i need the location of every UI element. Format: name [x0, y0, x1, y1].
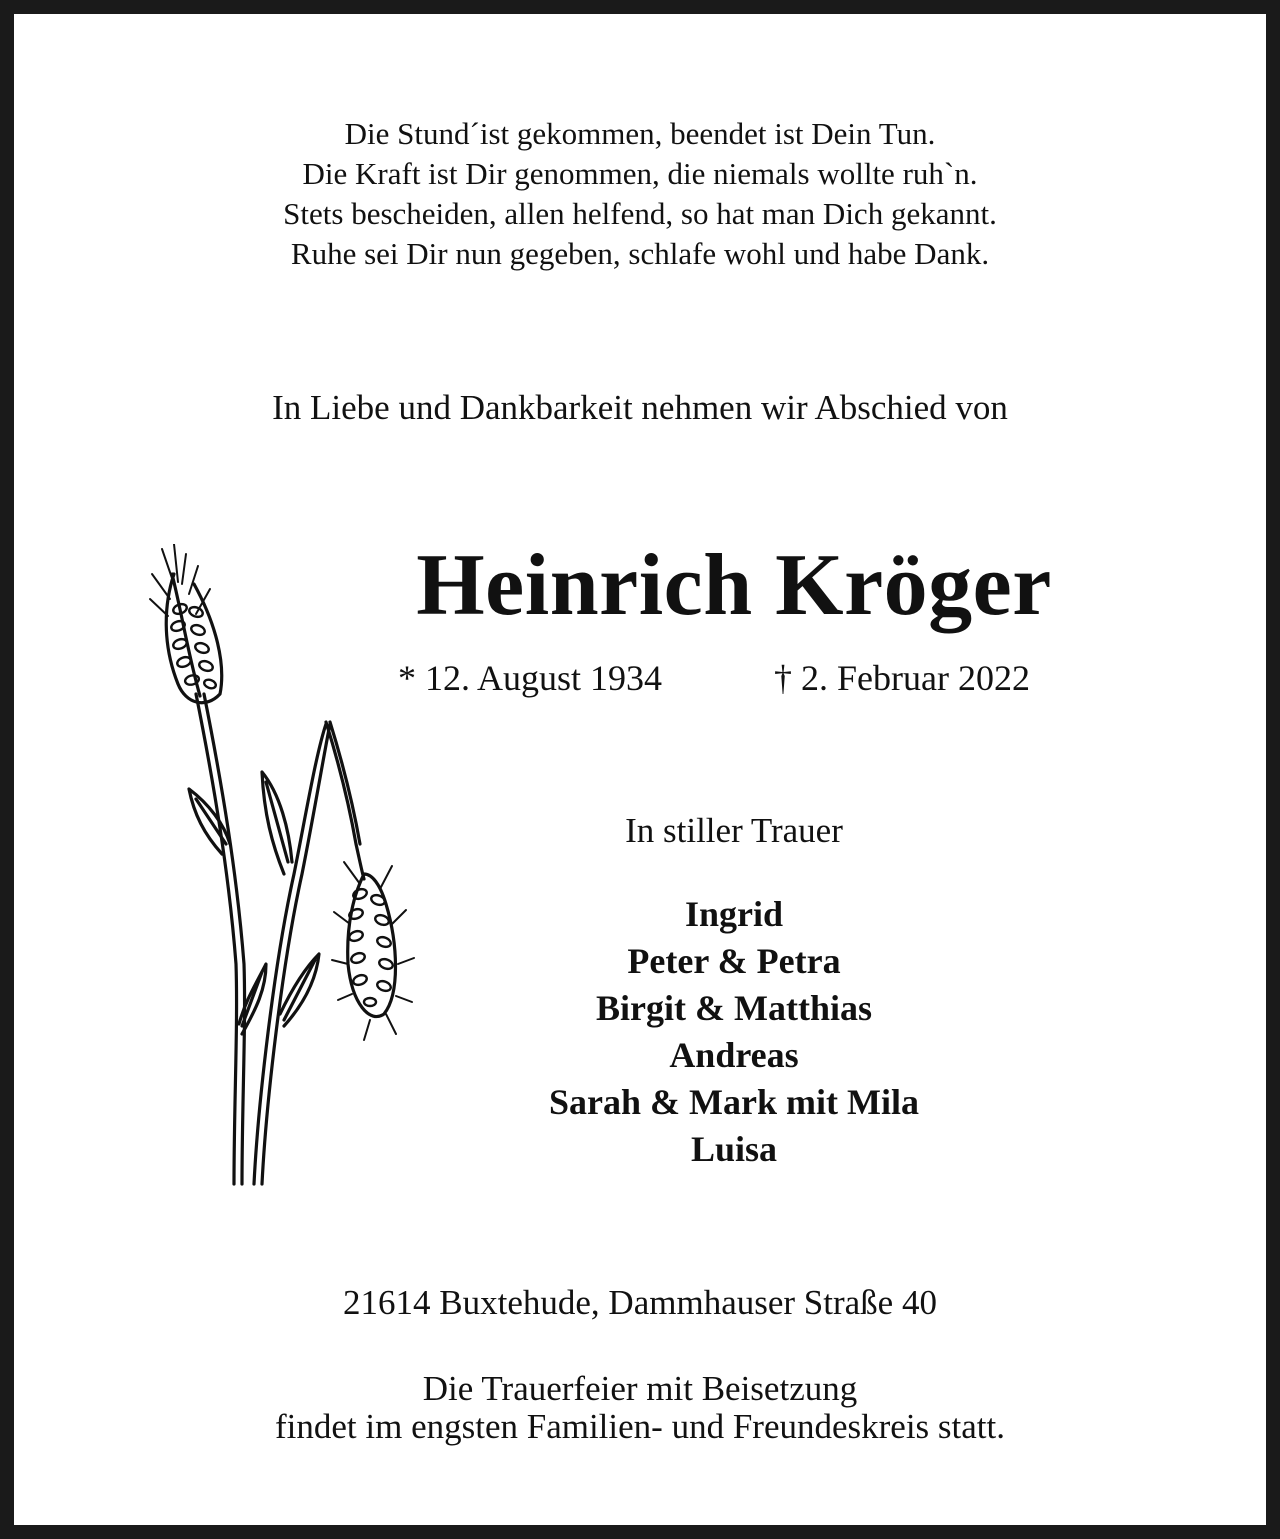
poem-line: Stets bescheiden, allen helfend, so hat man Dich gekannt. [283, 196, 997, 231]
family-list [334, 891, 1134, 1173]
service-line: Die Trauerfeier mit Beisetzung [422, 1369, 858, 1408]
mourning-label: In stiller Trauer [625, 811, 843, 850]
poem-line: Die Stund´ist gekommen, beendet ist Dein Tun. [344, 116, 936, 151]
poem-line: Ruhe sei Dir nun gegeben, schlafe wohl und habe Dank. [290, 236, 990, 271]
service-line: findet im engsten Familien- und Freundeskreis statt. [274, 1407, 1005, 1446]
family-member: Sarah & Mark mit Mila [549, 1082, 919, 1122]
poem-line: Die Kraft ist Dir genommen, die niemals wollte ruh`n. [302, 156, 978, 191]
family-member: Luisa [690, 1129, 778, 1169]
family-member: Andreas [669, 1035, 799, 1075]
address: 21614 Buxtehude, Dammhauser Straße 40 [343, 1283, 937, 1322]
poem [14, 114, 1266, 274]
birth-date: * 12. August 1934 [398, 658, 663, 698]
family-member: Birgit & Matthias [596, 988, 872, 1028]
death-date: † 2. Februar 2022 [774, 658, 1030, 698]
family-member: Peter & Petra [627, 941, 841, 981]
intro-text: In Liebe und Dankbarkeit nehmen wir Abschied von [272, 388, 1008, 427]
deceased-name: Heinrich Kröger [416, 537, 1052, 634]
service-notice [14, 1370, 1266, 1446]
family-member: Ingrid [684, 894, 784, 934]
